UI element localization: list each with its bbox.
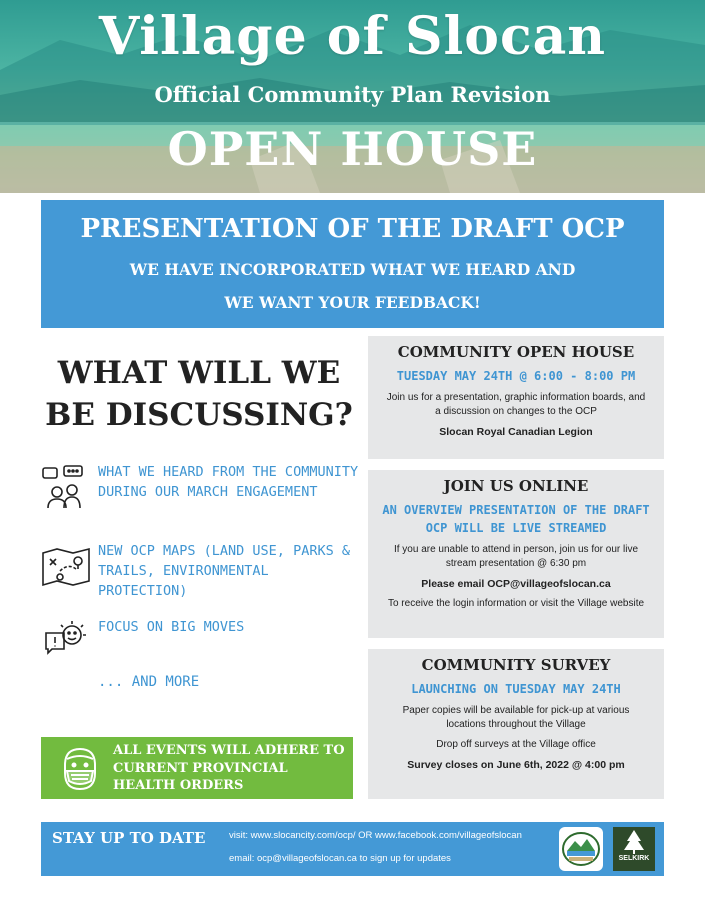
face-mask-icon	[55, 743, 105, 793]
banner-line-1: WE HAVE INCORPORATED WHAT WE HEARD AND	[129, 260, 576, 279]
discussion-heading-line-2: BE DISCUSSING?	[45, 397, 353, 433]
footer-email[interactable]: email: ocp@villageofslocan.ca to sign up for updates	[229, 853, 451, 864]
page-subtitle: Official Community Plan Revision	[154, 82, 551, 107]
open-house-card	[368, 336, 664, 459]
topic-text: WHAT WE HEARD FROM THE COMMUNITY DURING OUR MARCH ENGAGEMENT	[98, 464, 359, 500]
discussion-heading-line-1: WHAT WILL WE	[57, 355, 341, 391]
card-title: COMMUNITY OPEN HOUSE	[397, 343, 635, 361]
village-logo	[559, 827, 603, 871]
health-notice-text: ALL EVENTS WILL ADHERE TO CURRENT PROVINCIAL HEALTH ORDERS	[113, 743, 345, 793]
online-card	[368, 470, 664, 638]
footer-visit-links[interactable]: visit: www.slocancity.com/ocp/ OR www.facebook.com/villageofslocan	[229, 830, 522, 841]
presentation-banner	[41, 200, 664, 328]
footer-heading: STAY UP TO DATE	[52, 829, 206, 847]
card-email: Please email OCP@villageofslocan.ca	[421, 578, 611, 590]
village-crest-icon	[559, 827, 603, 871]
footer-bar	[41, 822, 664, 876]
card-subtitle: LAUNCHING ON TUESDAY MAY 24TH	[411, 682, 621, 696]
idea-bubble-icon	[40, 617, 92, 669]
card-login-info: To receive the login information or visit the Village website	[387, 598, 645, 609]
discussion-heading	[40, 352, 358, 436]
selkirk-logo	[613, 827, 655, 871]
card-body: Drop off surveys at the Village office	[436, 739, 596, 750]
topic-text: FOCUS ON BIG MOVES	[98, 619, 245, 635]
card-body: Join us for a presentation, graphic information boards, and a discussion on changes to the OCP	[386, 392, 646, 417]
map-icon	[40, 541, 92, 593]
card-subtitle: AN OVERVIEW PRESENTATION OF THE DRAFT OCP WILL BE LIVE STREAMED	[382, 503, 650, 535]
event-title: OPEN HOUSE	[167, 122, 538, 176]
topic-text: NEW OCP MAPS (LAND USE, PARKS & TRAILS, ENVIRONMENTAL PROTECTION)	[98, 543, 350, 599]
hero-banner	[0, 0, 705, 193]
card-body: Paper copies will be available for pick-up at various locations throughout the Village	[402, 705, 630, 730]
card-location: Slocan Royal Canadian Legion	[439, 426, 593, 438]
card-deadline: Survey closes on June 6th, 2022 @ 4:00 pm	[407, 759, 625, 771]
card-date: TUESDAY MAY 24TH @ 6:00 - 8:00 PM	[396, 369, 636, 383]
banner-line-2: WE WANT YOUR FEEDBACK!	[224, 293, 481, 312]
banner-title: PRESENTATION OF THE DRAFT OCP	[80, 214, 625, 244]
card-title: COMMUNITY SURVEY	[421, 656, 611, 674]
card-title: JOIN US ONLINE	[443, 477, 589, 495]
health-notice	[41, 737, 353, 799]
community-feedback-icon	[40, 462, 92, 514]
tree-icon	[613, 827, 655, 855]
and-more-text: ... AND MORE	[98, 674, 200, 690]
selkirk-logo-text: SELKIRK	[618, 855, 650, 862]
survey-card	[368, 649, 664, 799]
card-body: If you are unable to attend in person, join us for our live stream presentation @ 6:30 pm	[393, 544, 639, 569]
page-title: Village of Slocan	[98, 6, 607, 67]
